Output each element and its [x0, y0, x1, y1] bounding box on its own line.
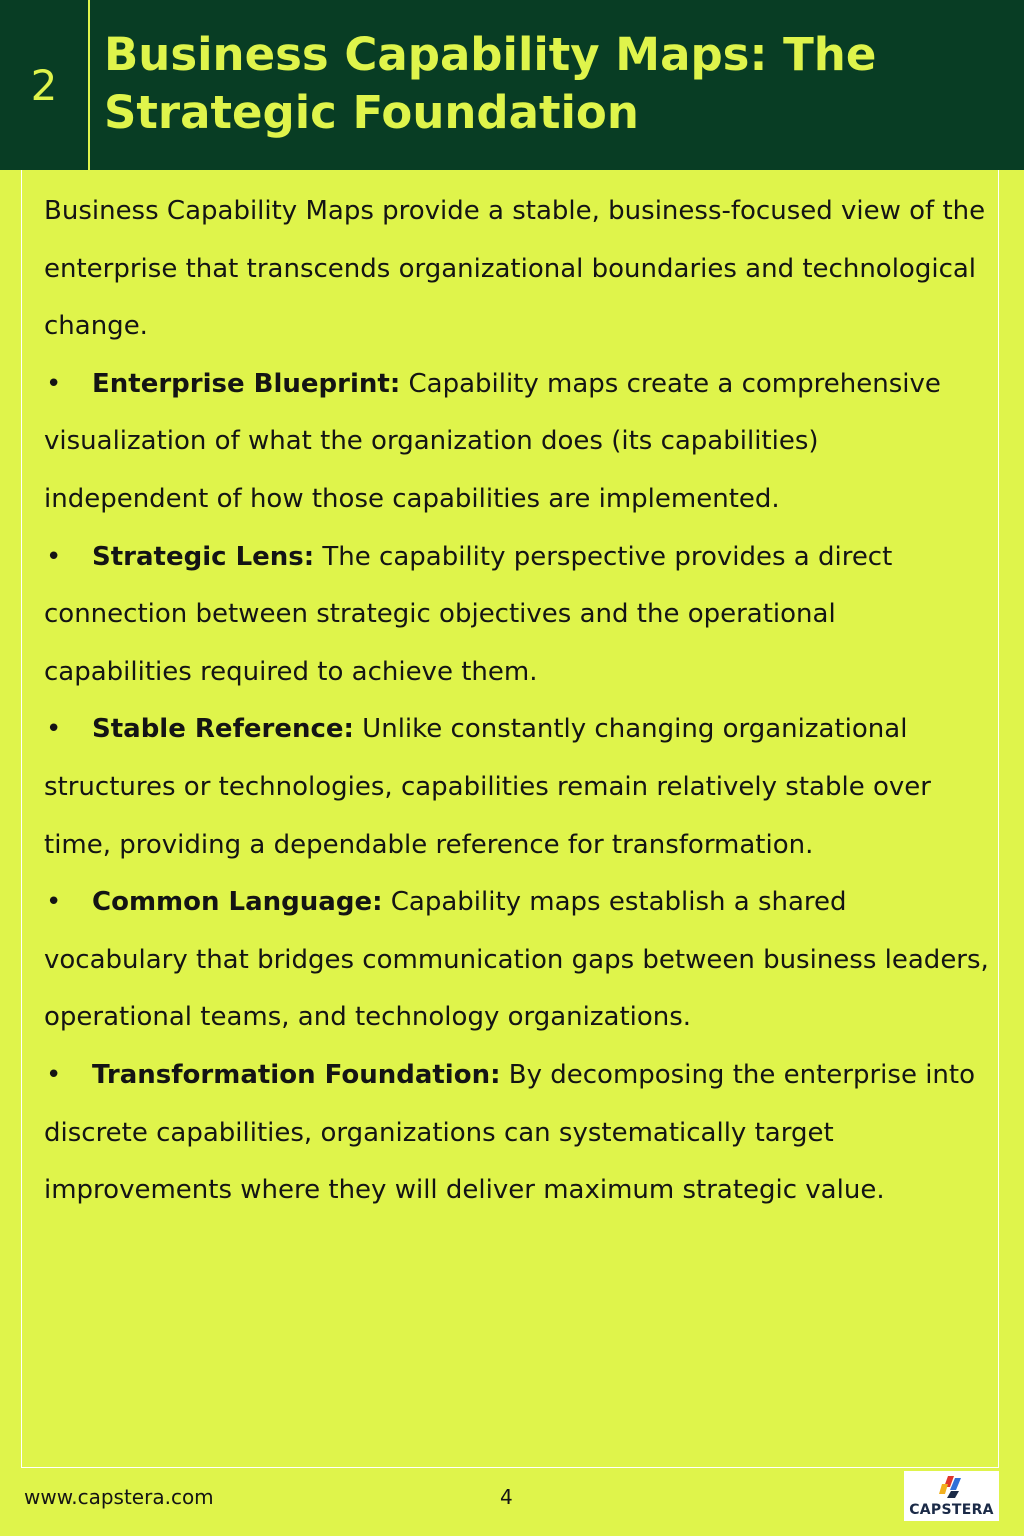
page-header — [0, 0, 1024, 170]
bullet-term: Stable Reference: — [92, 714, 354, 745]
bullet-icon: • — [46, 887, 62, 918]
bullet-text: Unlike constantly changing organizational structures or technologies, capabilities remain relatively stable over time, providing a dependable reference for transformation. — [44, 714, 931, 860]
bullet-term: Transformation Foundation: — [92, 1059, 501, 1090]
bullet-item-common-language — [44, 874, 989, 1047]
bullet-text: By decomposing the enterprise into discrete capabilities, organizations can systematically target improvements where they will deliver maximum strategic value. — [44, 1059, 976, 1206]
capstera-logo — [904, 1471, 999, 1521]
bullet-icon: • — [46, 714, 62, 745]
bullet-item-strategic-lens — [44, 529, 989, 702]
bullet-text: The capability perspective provides a direct connection between strategic objectives and the operational capabilities required to achieve them. — [44, 541, 893, 687]
bullet-term: Common Language: — [92, 887, 383, 918]
bullet-item-enterprise-blueprint — [44, 356, 989, 529]
bullet-term: Strategic Lens: — [92, 541, 315, 572]
footer-website-link[interactable]: www.capstera.com — [24, 1485, 214, 1509]
bullet-icon: • — [46, 368, 62, 399]
bullet-icon: • — [46, 541, 62, 572]
bullet-term: Enterprise Blueprint: — [92, 368, 401, 399]
page-title: Business Capability Maps: The Strategic Foundation — [104, 28, 877, 139]
bullet-text: Capability maps establish a shared vocabulary that bridges communication gaps between business leaders, operational teams, and technology organizations. — [44, 887, 989, 1033]
header-divider — [88, 0, 90, 170]
bullet-list — [44, 356, 989, 1220]
capstera-logo-icon — [926, 1474, 976, 1500]
body-content — [44, 183, 989, 1220]
bullet-text: Capability maps create a comprehensive visualization of what the organization does (its capabilities) independent of how those capabilities are implemented. — [44, 368, 941, 514]
section-number: 2 — [30, 61, 58, 110]
intro-paragraph: Business Capability Maps provide a stable, business-focused view of the enterprise that transcends organizational boundaries and technological change. — [44, 196, 986, 342]
bullet-item-transformation-foundation — [44, 1047, 989, 1220]
bullet-item-stable-reference — [44, 701, 989, 874]
logo-text: CAPSTERA — [909, 1502, 994, 1518]
bullet-icon: • — [46, 1059, 62, 1090]
page-number: 4 — [500, 1485, 513, 1509]
